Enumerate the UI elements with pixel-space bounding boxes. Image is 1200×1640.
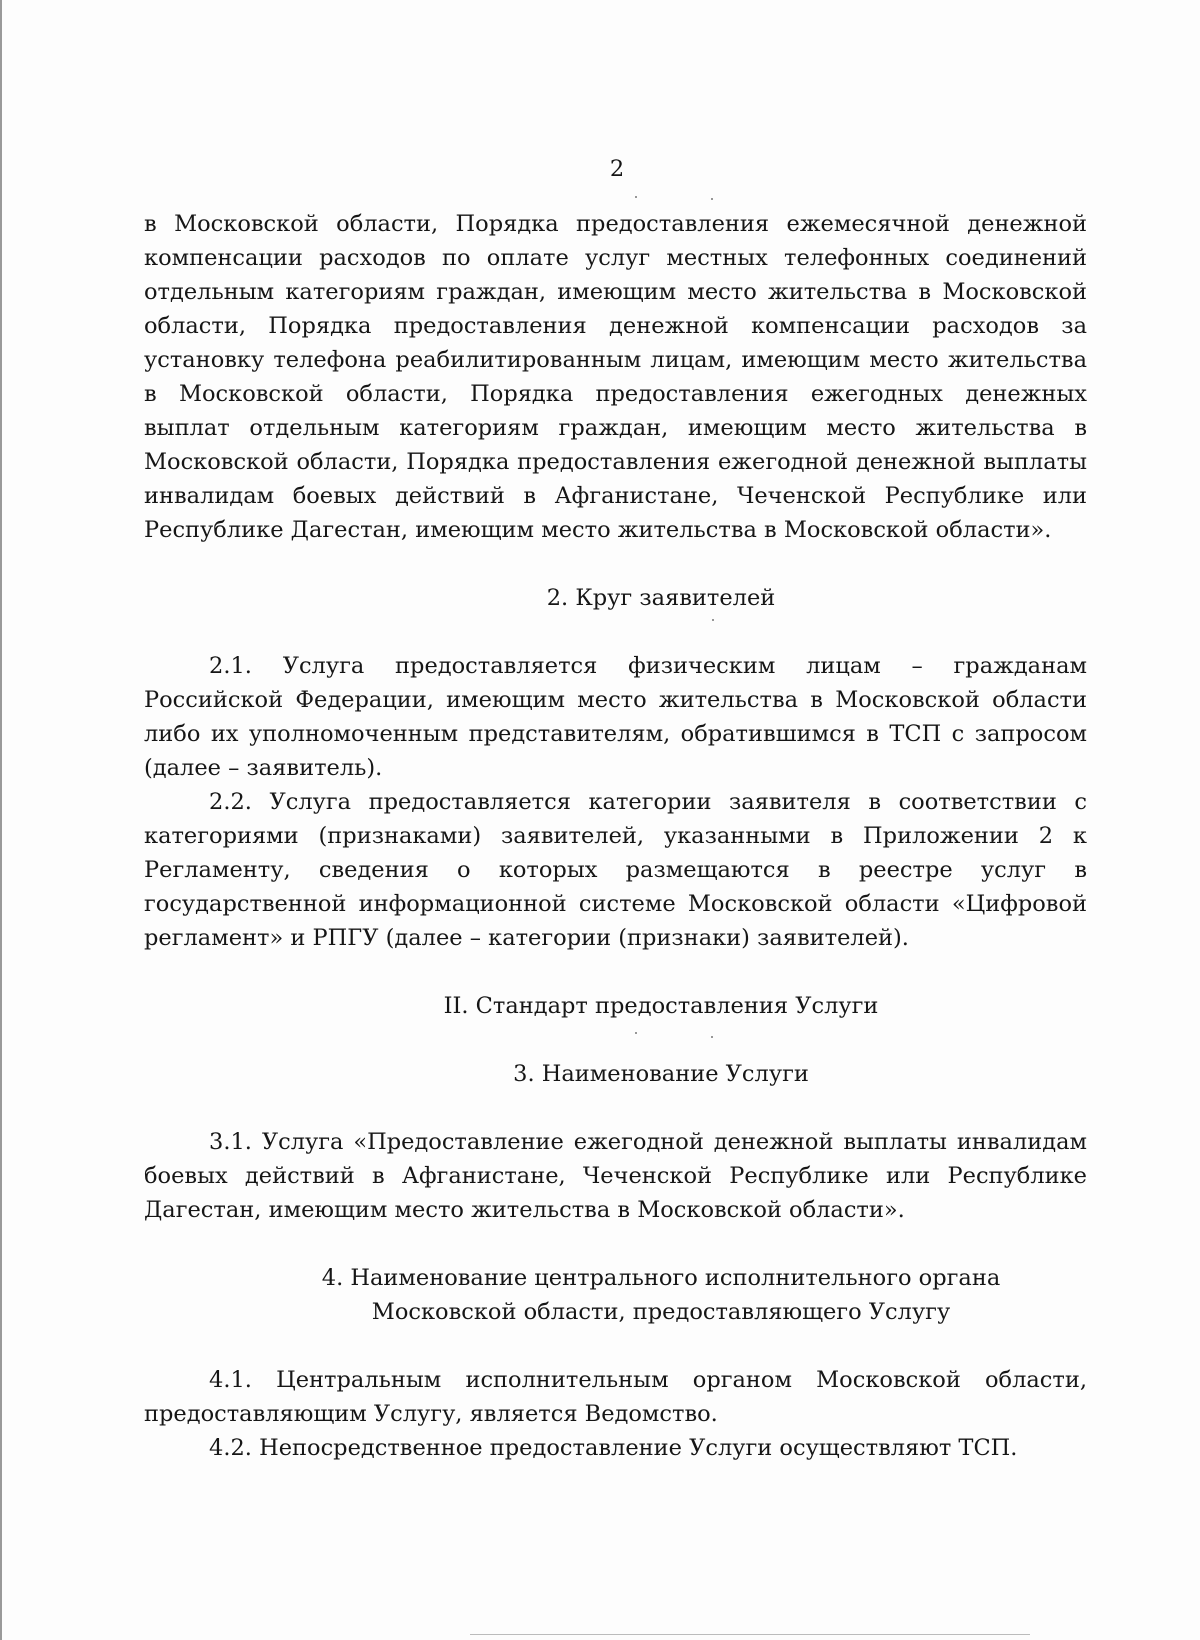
section-4-heading-line-2: Московской области, предоставляющего Услугу	[371, 1299, 951, 1325]
spacer	[144, 1329, 1087, 1363]
spacer	[144, 1091, 1087, 1125]
spacer	[144, 615, 1087, 649]
paragraph-4-1: 4.1. Центральным исполнительным органом Московской области, предоставляющим Услугу, является Ведомство.	[144, 1367, 1087, 1427]
part-2-heading: II. Стандарт предоставления Услуги	[443, 993, 879, 1019]
scan-edge	[0, 0, 2, 1640]
spacer	[144, 1227, 1087, 1261]
section-2-heading: 2. Круг заявителей	[546, 585, 776, 611]
paragraph-4-2: 4.2. Непосредственное предоставление Услуги осуществляют ТСП.	[209, 1435, 1018, 1461]
scan-speck	[635, 196, 637, 198]
paragraph-2-2: 2.2. Услуга предоставляется категории заявителя в соответствии с категориями (признаками) заявителей, указанными в Приложении 2 к Регламенту, сведения о которых размещаются в реестре услуг в государственной информационной системе Московской области «Цифровой регламент» и РПГУ (далее – категории (признаки) заявителей).	[144, 789, 1087, 951]
continuation-paragraph: в Московской области, Порядка предоставления ежемесячной денежной компенсации расходов по оплате услуг местных телефонных соединений отдельным категориям граждан, имеющим место жительства в Московской области, Порядка предоставления денежной компенсации расходов за установку телефона реабилитированным лицам, имеющим место жительства в Московской области, Порядка предоставления ежегодных денежных выплат отдельным категориям граждан, имеющим место жительства в Московской области, Порядка предоставления ежегодной денежной выплаты инвалидам боевых действий в Афганистане, Чеченской Республике или Республике Дагестан, имеющим место жительства в Московской области».	[144, 211, 1087, 543]
spacer	[144, 1023, 1087, 1057]
paragraph-2-1: 2.1. Услуга предоставляется физическим лицам – гражданам Российской Федерации, имеющим место жительства в Московской области либо их уполномоченным представителям, обратившимся в ТСП с запросом (далее – заявитель).	[144, 653, 1087, 781]
page-number: 2	[609, 156, 625, 182]
section-3-heading: 3. Наименование Услуги	[513, 1061, 809, 1087]
spacer	[144, 547, 1087, 581]
scan-bottom-edge	[470, 1634, 1030, 1635]
paragraph-3-1: 3.1. Услуга «Предоставление ежегодной денежной выплаты инвалидам боевых действий в Афганистане, Чеченской Республике или Республике Дагестан, имеющим место жительства в Московской области».	[144, 1129, 1087, 1223]
spacer	[144, 955, 1087, 989]
scan-speck	[711, 198, 713, 200]
document-body	[144, 207, 1087, 1465]
section-4-heading-line-1: 4. Наименование центрального исполнительного органа	[321, 1265, 1001, 1291]
